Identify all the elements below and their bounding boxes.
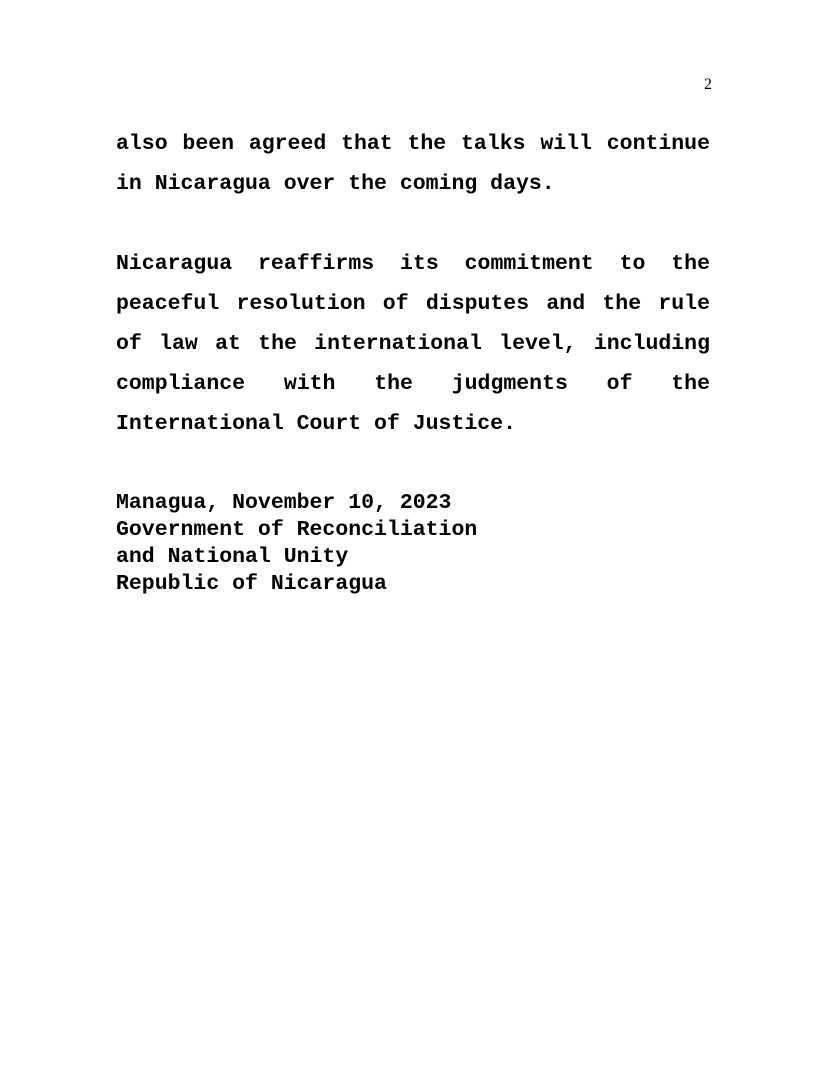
signature-unity-line: and National Unity: [116, 545, 349, 569]
paragraph-commitment: Nicaragua reaffirms its commitment to the peaceful resolution of disputes and the rule of law at the international level, including compliance with the judgments of the International Court of Justice.: [116, 252, 710, 436]
signature-republic-line: Republic of Nicaragua: [116, 572, 387, 596]
signature-place-date: Managua, November 10, 2023: [116, 491, 452, 515]
paragraph-talks-continue: also been agreed that the talks will continue in Nicaragua over the coming days.: [116, 132, 710, 196]
signature-government-line: Government of Reconciliation: [116, 518, 478, 542]
page-number: 2: [704, 76, 712, 93]
signature-block: [116, 490, 477, 598]
